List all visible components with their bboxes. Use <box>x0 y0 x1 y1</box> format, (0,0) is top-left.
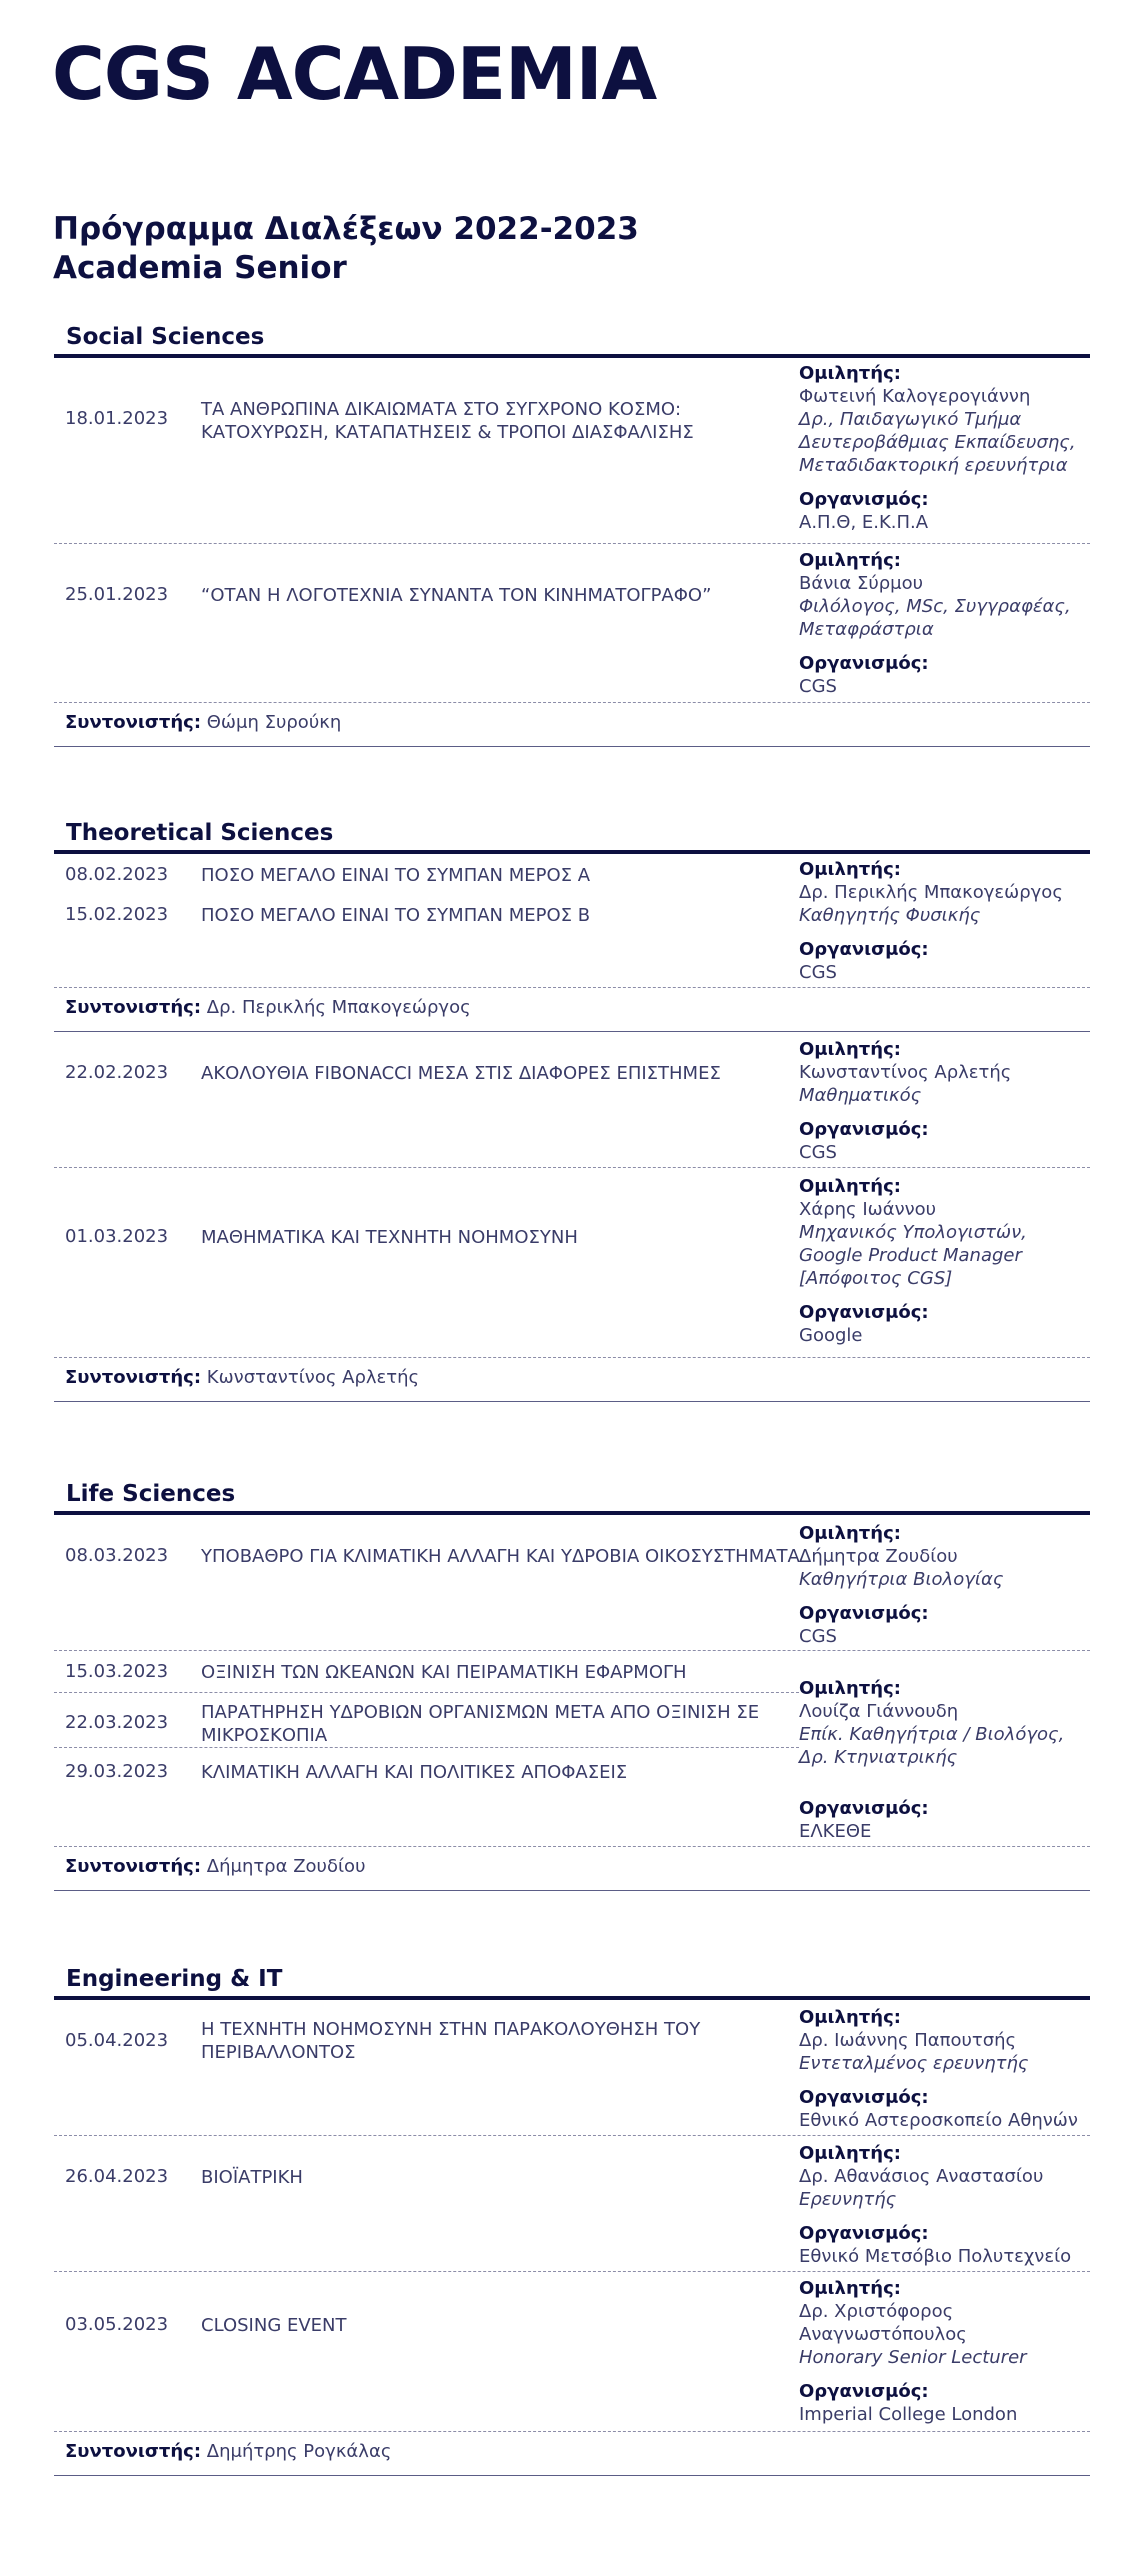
org-name: CGS <box>799 962 837 983</box>
speaker-label: Ομιλητής: <box>799 1039 901 1060</box>
speaker-role: Honorary Senior Lecturer <box>799 2347 1027 2368</box>
org-label: Οργανισμός: <box>799 2087 929 2108</box>
lecture-date: 03.05.2023 <box>65 2314 169 2335</box>
lecture-group <box>54 1651 1090 1847</box>
section-theoretical-sciences <box>54 814 1090 1402</box>
speaker-role: Μαθηματικός <box>799 1085 922 1106</box>
lecture-row <box>54 2272 1090 2432</box>
coordinator-row <box>54 1847 1090 1891</box>
org-label: Οργανισμός: <box>799 1798 929 1819</box>
speaker-name: Χάρης Ιωάννου <box>799 1199 937 1220</box>
lecture-details <box>799 1038 1089 1164</box>
org-name: Εθνικό Αστεροσκοπείο Αθηνών <box>799 2110 1078 2131</box>
speaker-label: Ομιλητής: <box>799 550 901 571</box>
speaker-role: Καθηγητής Φυσικής <box>799 905 981 926</box>
lecture-group <box>54 854 1090 988</box>
program-title-line2: Academia Senior <box>53 250 347 286</box>
org-name: Google <box>799 1325 863 1346</box>
lecture-details <box>799 1522 1089 1648</box>
lecture-row <box>54 358 1090 544</box>
speaker-name: Λουίζα Γιάννουδη <box>799 1701 959 1722</box>
lecture-details <box>799 2277 1089 2426</box>
lecture-row <box>54 1032 1090 1168</box>
coordinator-row <box>54 1358 1090 1402</box>
org-label: Οργανισμός: <box>799 1119 929 1140</box>
speaker-label: Ομιλητής: <box>799 363 901 384</box>
speaker-label: Ομιλητής: <box>799 2278 901 2299</box>
lecture-row <box>54 1168 1090 1358</box>
speaker-name: Δρ. Περικλής Μπακογεώργος <box>799 882 1063 903</box>
section-title: Social Sciences <box>54 318 1090 358</box>
lecture-title: ΒΙΟΪΑΤΡΙΚΗ <box>201 2167 303 2188</box>
speaker-name: Δρ. Ιωάννης Παπουτσής <box>799 2030 1017 2051</box>
coordinator-name: Δημήτρης Ρογκάλας <box>206 2441 392 2462</box>
lecture-title: CLOSING EVENT <box>201 2315 347 2336</box>
speaker-name: Δρ. Αθανάσιος Αναστασίου <box>799 2166 1044 2187</box>
org-name: Α.Π.Θ, Ε.Κ.Π.Α <box>799 512 929 533</box>
section-social-sciences <box>54 318 1090 747</box>
lecture-details <box>799 362 1089 534</box>
org-label: Οργανισμός: <box>799 2223 929 2244</box>
speaker-role: Ερευνητής <box>799 2189 897 2210</box>
speaker-name: Δήμητρα Ζουδίου <box>799 1546 958 1567</box>
lecture-row <box>54 544 1090 703</box>
brand-title: CGS ACADEMIA <box>52 32 657 116</box>
section-life-sciences <box>54 1475 1090 1891</box>
lecture-date: 18.01.2023 <box>65 408 169 429</box>
speaker-role: Φιλόλογος, MSc, Συγγραφέας, Μεταφράστρια <box>799 596 1071 640</box>
coordinator-name: Κωνσταντίνος Αρλετής <box>206 1367 420 1388</box>
lecture-title: ΠΟΣΟ ΜΕΓΑΛΟ ΕΙΝΑΙ ΤΟ ΣΥΜΠΑΝ ΜΕΡΟΣ Β <box>201 905 591 926</box>
org-label: Οργανισμός: <box>799 489 929 510</box>
coordinator-row <box>54 703 1090 747</box>
program-title <box>53 210 639 288</box>
speaker-label: Ομιλητής: <box>799 1523 901 1544</box>
lecture-row <box>54 2000 1090 2136</box>
row-divider <box>54 1747 799 1748</box>
lecture-date: 25.01.2023 <box>65 584 169 605</box>
lecture-title: ΥΠΟΒΑΘΡΟ ΓΙΑ ΚΛΙΜΑΤΙΚΗ ΑΛΛΑΓΗ ΚΑΙ ΥΔΡΟΒΙΑ ΟΙΚΟΣΥΣΤΗΜΑΤΑ <box>201 1546 800 1567</box>
org-name: Εθνικό Μετσόβιο Πολυτεχνείο <box>799 2246 1072 2267</box>
lecture-date: 22.02.2023 <box>65 1062 169 1083</box>
speaker-role: Μηχανικός Υπολογιστών, Google Product Manager [Απόφοιτος CGS] <box>799 1222 1027 1289</box>
org-label: Οργανισμός: <box>799 1302 929 1323</box>
org-label: Οργανισμός: <box>799 939 929 960</box>
org-name: CGS <box>799 1626 837 1647</box>
coordinator-label: Συντονιστής: <box>65 2441 202 2462</box>
lecture-title: ΜΑΘΗΜΑΤΙΚΑ ΚΑΙ ΤΕΧΝΗΤΗ ΝΟΗΜΟΣΥΝΗ <box>201 1227 578 1248</box>
speaker-role: Επίκ. Καθηγήτρια / Βιολόγος, Δρ. Κτηνιατρικής <box>799 1724 1065 1768</box>
speaker-name: Κωνσταντίνος Αρλετής <box>799 1062 1012 1083</box>
lecture-details <box>799 1677 1089 1843</box>
coordinator-row <box>54 988 1090 1032</box>
speaker-role: Καθηγήτρια Βιολογίας <box>799 1569 1004 1590</box>
coordinator-row <box>54 2432 1090 2476</box>
org-label: Οργανισμός: <box>799 1603 929 1624</box>
lecture-title: ΟΞΙΝΙΣΗ ΤΩΝ ΩΚΕΑΝΩΝ ΚΑΙ ΠΕΙΡΑΜΑΤΙΚΗ ΕΦΑΡΜΟΓΗ <box>201 1662 687 1683</box>
coordinator-label: Συντονιστής: <box>65 997 202 1018</box>
org-name: ΕΛΚΕΘΕ <box>799 1821 872 1842</box>
speaker-name: Δρ. Χριστόφορος Αναγνωστόπουλος <box>799 2301 967 2345</box>
coordinator-label: Συντονιστής: <box>65 712 202 733</box>
coordinator-name: Θώμη Συρούκη <box>206 712 342 733</box>
section-title: Theoretical Sciences <box>54 814 1090 854</box>
speaker-label: Ομιλητής: <box>799 1176 901 1197</box>
lecture-title: ΠΟΣΟ ΜΕΓΑΛΟ ΕΙΝΑΙ ΤΟ ΣΥΜΠΑΝ ΜΕΡΟΣ Α <box>201 865 591 886</box>
lecture-title: ΑΚΟΛΟΥΘΙΑ FIBONACCI ΜΕΣΑ ΣΤΙΣ ΔΙΑΦΟΡΕΣ ΕΠΙΣΤΗΜΕΣ <box>201 1063 721 1084</box>
lecture-date: 29.03.2023 <box>65 1761 169 1782</box>
coordinator-label: Συντονιστής: <box>65 1856 202 1877</box>
lecture-row <box>54 2136 1090 2272</box>
lecture-date: 26.04.2023 <box>65 2166 169 2187</box>
org-label: Οργανισμός: <box>799 2381 929 2402</box>
speaker-label: Ομιλητής: <box>799 2007 901 2028</box>
speaker-label: Ομιλητής: <box>799 859 901 880</box>
coordinator-name: Δρ. Περικλής Μπακογεώργος <box>206 997 471 1018</box>
row-divider <box>54 1692 799 1693</box>
section-engineering-it <box>54 1960 1090 2476</box>
program-title-line1: Πρόγραμμα Διαλέξεων 2022-2023 <box>53 211 639 247</box>
coordinator-label: Συντονιστής: <box>65 1367 202 1388</box>
lecture-date: 01.03.2023 <box>65 1226 169 1247</box>
lecture-title: ΤΑ ΑΝΘΡΩΠΙΝΑ ΔΙΚΑΙΩΜΑΤΑ ΣΤΟ ΣΥΓΧΡΟΝΟ ΚΟΣΜΟ: ΚΑΤΟΧΥΡΩΣΗ, ΚΑΤΑΠΑΤΗΣΕΙΣ & ΤΡΟΠΟΙ ΔΙΑΣΦΑΛΙΣΗΣ <box>201 399 694 443</box>
lecture-title: “ΟΤΑΝ Η ΛΟΓΟΤΕΧΝΙΑ ΣΥΝΑΝΤΑ ΤΟΝ ΚΙΝΗΜΑΤΟΓΡΑΦΟ” <box>201 585 712 606</box>
lecture-date: 22.03.2023 <box>65 1712 169 1733</box>
lecture-date: 15.03.2023 <box>65 1661 169 1682</box>
lecture-date: 08.03.2023 <box>65 1545 169 1566</box>
lecture-title: ΠΑΡΑΤΗΡΗΣΗ ΥΔΡΟΒΙΩΝ ΟΡΓΑΝΙΣΜΩΝ ΜΕΤΑ ΑΠΟ ΟΞΙΝΙΣΗ ΣΕ ΜΙΚΡΟΣΚΟΠΙΑ <box>201 1702 760 1746</box>
lecture-date: 05.04.2023 <box>65 2030 169 2051</box>
section-title: Life Sciences <box>54 1475 1090 1515</box>
speaker-label: Ομιλητής: <box>799 2143 901 2164</box>
lecture-details <box>799 549 1089 698</box>
lecture-date: 15.02.2023 <box>65 904 169 925</box>
org-label: Οργανισμός: <box>799 653 929 674</box>
speaker-role: Εντεταλμένος ερευνητής <box>799 2053 1029 2074</box>
speaker-name: Φωτεινή Καλογερογιάννη <box>799 386 1031 407</box>
lecture-details <box>799 2006 1089 2132</box>
lecture-details <box>799 2142 1089 2268</box>
speaker-role: Δρ., Παιδαγωγικό Τμήμα Δευτεροβάθμιας Εκπαίδευσης, Μεταδιδακτορική ερευνήτρια <box>799 409 1076 476</box>
speaker-name: Βάνια Σύρμου <box>799 573 924 594</box>
section-title: Engineering & IT <box>54 1960 1090 2000</box>
lecture-details <box>799 1175 1089 1347</box>
lecture-details <box>799 858 1089 984</box>
lecture-title: ΚΛΙΜΑΤΙΚΗ ΑΛΛΑΓΗ ΚΑΙ ΠΟΛΙΤΙΚΕΣ ΑΠΟΦΑΣΕΙΣ <box>201 1762 628 1783</box>
org-name: CGS <box>799 676 837 697</box>
org-name: CGS <box>799 1142 837 1163</box>
lecture-title: Η ΤΕΧΝΗΤΗ ΝΟΗΜΟΣΥΝΗ ΣΤΗΝ ΠΑΡΑΚΟΛΟΥΘΗΣΗ ΤΟΥ ΠΕΡΙΒΑΛΛΟΝΤΟΣ <box>201 2019 701 2063</box>
org-name: Imperial College London <box>799 2404 1018 2425</box>
lecture-row <box>54 1515 1090 1651</box>
speaker-label: Ομιλητής: <box>799 1678 901 1699</box>
coordinator-name: Δήμητρα Ζουδίου <box>206 1856 366 1877</box>
lecture-date: 08.02.2023 <box>65 864 169 885</box>
